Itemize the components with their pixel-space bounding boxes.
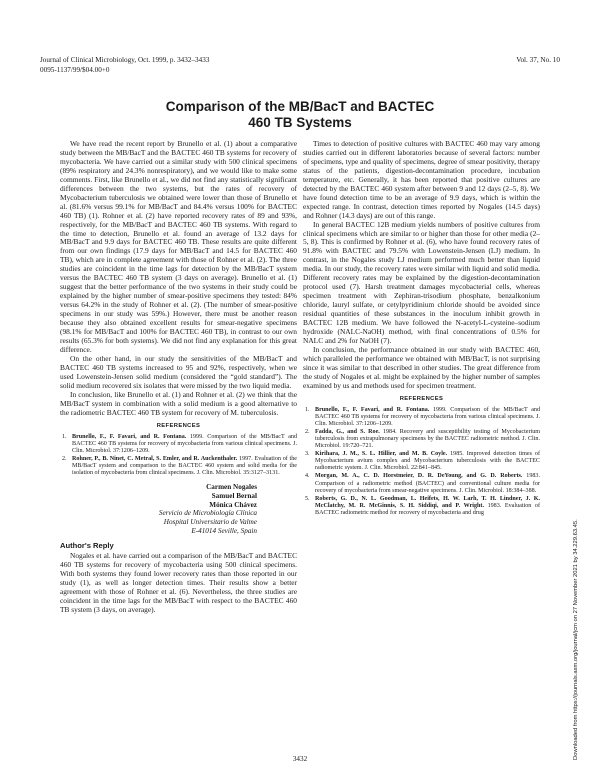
article-title [0, 99, 600, 131]
reply-paragraph-3: In general BACTEC 12B medium yields numbers of positive cultures from clinical specimens which are similar to or higher than those for other media (2–5, 8). This is confirmed by Rohner et al. (6), who have found recovery rates of 91.8% with BACTEC and 79.5% with Lowenstein-Jensen (LJ) medium. In contrast, in the Nogales study LJ medium performed much better than liquid media. In our study, the recovery rates were similar with liquid and solid media. Different recovery rates may be explained by the digestion-decontamination protocol used (7). Harsh treatment damages mycobacterial cells, whereas specimen treatment with Zephiran-trisodium phosphate, benzalkonium chloride, lauryl sulfate, or cetylpyridinium chloride should be avoided since residual quantities of these substances in the inoculum inhibit growth in BACTEC 12B medium. We have followed the N-acetyl-L-cysteine–sodium hydroxide (NALC-NaOH) method, with final concentrations of 0.5% for NALC and 2% for NaOH (7). [303, 219, 540, 345]
reply-paragraph-1: Nogales et al. have carried out a comparison of the MB/BacT and BACTEC 460 TB systems for recovery of mycobacteria using 500 clinical specimens. With both systems they found lower recovery rates than those reported in our study (1), as well as longer detection times. Their results show a better agreement with those of Rohner et al. (6). Nevertheless, the three studies are coincident in the time lags for the MB/BacT with respect to the BACTEC 460 TB system (3 days, on average). [60, 550, 297, 614]
volume-issue: Vol. 37, No. 10 [516, 56, 560, 64]
letter-paragraph-2: On the other hand, in our study the sensitivities of the MB/BacT and BACTEC 460 TB systems increased to 95 and 92%, respectively, when we used Lowenstein-Jensen solid medium (considered the “gold standard”). The solid medium recovered six isolates that were missed by the two liquid media. [60, 353, 297, 390]
journal-citation: Journal of Clinical Microbiology, Oct. 1999, p. 3432–3433 [40, 56, 210, 64]
reference-item: 2. Rohner, P., B. Ninet, C. Metral, S. Emler, and R. Auckenthaler. 1997. Evaluation of the MB/BacT system and comparison to the BACTEC 460 system and solid media for the isolation of mycobacteria from clinical specimens. J. Clin. Microbiol. 35:3127–3131. [62, 455, 297, 476]
letter-paragraph-3: In conclusion, like Brunello et al. (1) and Rohner et al. (2) we think that the MB/BacT system in combination with a solid medium is a good alternative to the radiometric BACTEC 460 TB system for recovery of M. tuberculosis. [60, 389, 297, 417]
references-heading: REFERENCES [399, 395, 444, 402]
authors-reply-heading: Author's Reply [60, 540, 114, 550]
title-line-2: 460 TB Systems [248, 115, 352, 130]
reference-item: 5. Roberts, G. D., N. L. Goodman, L. Heifets, H. W. Larh, T. H. Lindner, J. K. McClatchy, M. R. McGinnis, S. H. Siddiqi, and P. Wright. 1983. Evaluation of BACTEC radiometric method for recovery of mycobacteria and drug [305, 495, 540, 516]
references-heading: REFERENCES [156, 422, 201, 429]
reference-list-letter [60, 434, 297, 478]
reference-item: 2. Fadda, G., and S. Roe. 1984. Recovery and susceptibility testing of Mycobacterium tuberculosis from extrapulmonary specimens by the BACTEC radiometric method. J. Clin. Microbiol. 19:720–721. [305, 428, 540, 450]
left-column [60, 140, 297, 614]
affiliation-line: E-41014 Seville, Spain [191, 527, 257, 536]
author-name: Mónica Chávez [209, 500, 257, 509]
title-line-1: Comparison of the MB/BacT and BACTEC [165, 99, 435, 114]
author-name: Carmen Nogales [206, 483, 257, 492]
affiliation-line: Servicio de Microbiología Clínica [158, 509, 257, 518]
reply-paragraph-2: Times to detection of positive cultures with BACTEC 460 may vary among studies carried out in different laboratories because of several factors: number of specimens, type and quality of specimens, degree of smear positivity, therapy status of the patients, digestion-decontamination procedure, incubation temperature, etc. Generally, it has been reported that positive cultures are detected by the BACTEC 460 system after between 9 and 12 days (2–5, 8). We have found detection time to be an average of 9.9 days, which is within the expected range. In contrast, detection times reported by Nogales (14.5 days) and Rohner (14.3 days) are out of this range. [303, 139, 540, 220]
reference-item: 4. Morgan, M. A., C. D. Horstmeier, D. R. DeYoung, and G. D. Roberts. 1983. Comparison of a radiometric method (BACTEC) and conventional culture media for recovery of mycobacteria from smear-negative specimens. J. Clin. Microbiol. 18:384–388. [305, 473, 540, 494]
author-name: Samuel Bernal [211, 491, 257, 500]
right-column [303, 140, 540, 518]
reply-paragraph-4: In conclusion, the performance obtained in our study with BACTEC 460, which paralleled the performance we obtained with MB/BacT, is not surprising since it was similar to that described in other studies. The great difference from the study of Nogales et al. might be explained by the higher number of samples examined by us and methods used for specimen treatment. [303, 344, 540, 390]
affiliation-line: Hospital Universitario de Valme [163, 518, 257, 527]
issn-line: 0095-1137/99/$04.00+0 [40, 66, 110, 74]
letter-paragraph-1: We have read the recent report by Brunello et al. (1) about a comparative study between the MB/BacT and the BACTEC 460 TB systems for recovery of mycobacteria. We have carried out a similar study with 500 clinical specimens (89% respiratory and 24.3% nonrespiratory), and we would like to make some comments. First, like Brunello et al., we did not find any statistically significant differences between the two systems, but the rates of recovery of Mycobacterium tuberculosis we obtained were lower than those of Brunello et al. (81.6% versus 99.1% for MB/BacT and 84.4% versus 100% for BACTEC 460 TB) (1). Rohner et al. (2) have reported recovery rates of 89 and 93%, respectively, for the MB/BacT and BACTEC 460 TB systems. With regard to the time to detection, Brunello et al. found an average of 13.2 days for MB/BacT and 9.9 days for BACTEC 460 TB. These results are quite different from our own findings (17.9 days for MB/BacT and 14.5 for BACTEC 460 TB), which are in complete agreement with those of Rohner et al. (2). The three studies are coincident in the time lags for detection by the MB/BacT system versus the BACTEC 460 TB system (3 days on average). Brunello et al. (1) suggest that the better performance of the two systems in their study could be explained by the higher number of smear-positive specimens they tested: 84% versus 64.2% in the study of Rohner et al. (2). (The number of smear-positive specimens in our study was 59%.) However, there must be another reason because they also obtained excellent results for smear-negative specimens (98.1% for MB/BacT and 100% for BACTEC 460 TB), in contrast to our own results (65.3% for both systems). We did not find any explanation for this great difference. [60, 139, 297, 354]
reference-item: 3. Kirihara, J. M., S. L. Hillier, and M. B. Coyle. 1985. Improved detection times of Mycobacterium avium complex and Mycobacterium tuberculosis with the BACTEC radiometric system. J. Clin. Microbiol. 22:841–845. [305, 451, 540, 472]
reference-item: 1. Brunello, F., F. Favari, and R. Fontana. 1999. Comparison of the MB/BacT and BACTEC 460 TB systems for recovery of mycobacteria from various clinical specimens. J. Clin. Microbiol. 37:1206–1209. [62, 433, 297, 454]
reference-item: 1. Brunello, F., F. Favari, and R. Fontana. 1999. Comparison of the MB/BacT and BACTEC 460 TB systems for recovery of mycobacteria from various clinical specimens. J. Clin. Microbiol. 37:1206–1209. [305, 406, 540, 427]
download-watermark: Downloaded from https://journals.asm.org/journal/jcm on 27 November 2021 by 34.229.63.45. [573, 519, 579, 760]
author-signature [60, 483, 297, 536]
page-number: 3432 [292, 755, 308, 763]
reference-list-reply [303, 407, 540, 517]
